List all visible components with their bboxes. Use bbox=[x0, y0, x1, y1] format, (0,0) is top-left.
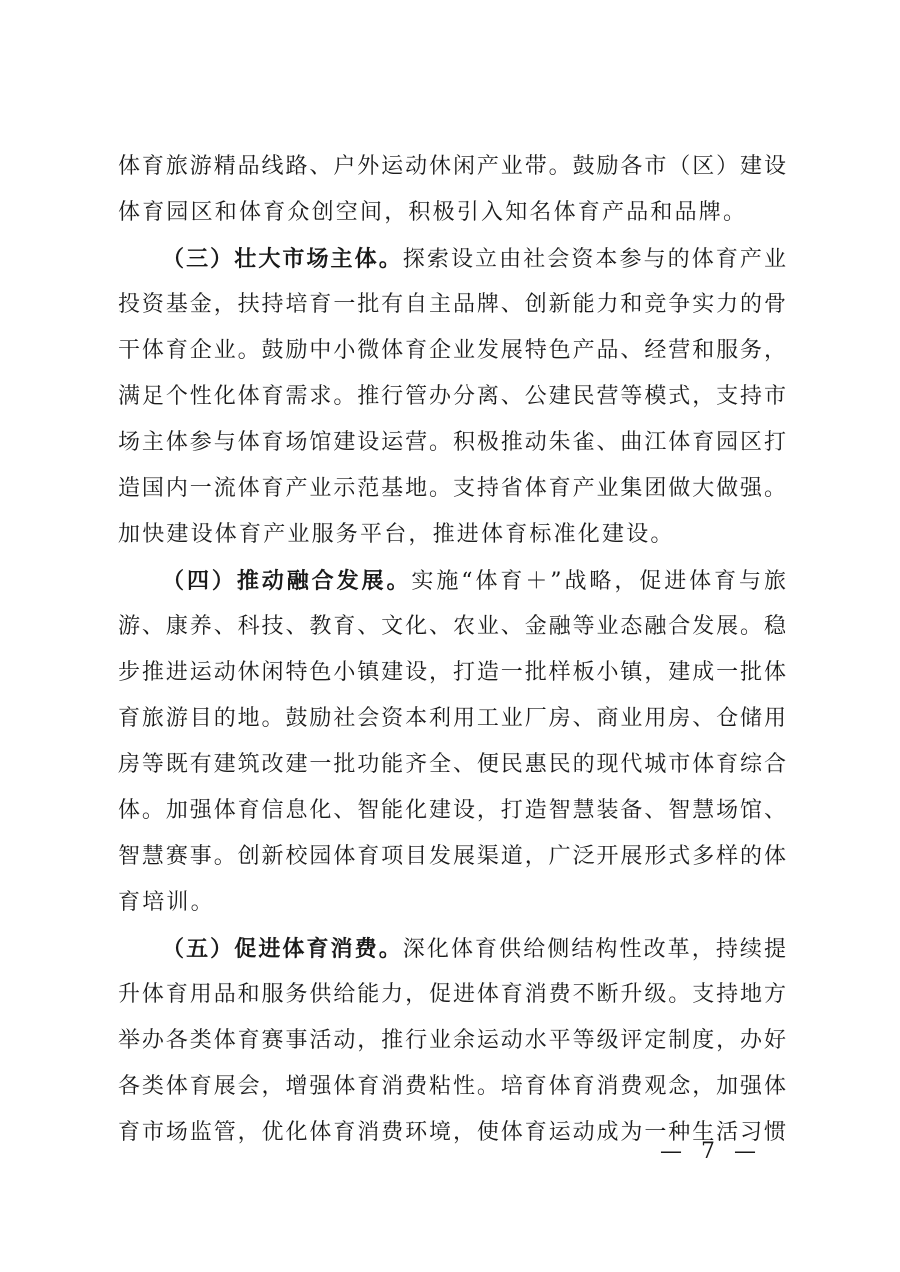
body-line: 育旅游目的地。鼓励社会资本利用工业厂房、商业用房、仓储用 bbox=[118, 706, 786, 731]
body-line: 游、康养、科技、教育、文化、农业、金融等业态融合发展。稳 bbox=[118, 614, 786, 639]
body-line: 满足个性化体育需求。推行管办分离、公建民营等模式，支持市 bbox=[118, 384, 786, 409]
body-line: 举办各类体育赛事活动，推行业余运动水平等级评定制度，办好 bbox=[118, 1028, 786, 1053]
body-line: 升体育用品和服务供给能力，促进体育消费不断升级。支持地方 bbox=[118, 982, 786, 1007]
body-line: 育培训。 bbox=[118, 890, 215, 915]
body-line: 体育旅游精品线路、户外运动休闲产业带。鼓励各市（区）建设 bbox=[118, 154, 786, 179]
section-heading-line: （三）壮大市场主体。探索设立由社会资本参与的体育产业 bbox=[162, 246, 786, 272]
body-line: 体育园区和体育众创空间，积极引入知名体育产品和品牌。 bbox=[118, 200, 748, 225]
section-heading: （四）推动融合发展。 bbox=[162, 568, 412, 594]
body-line: 各类体育展会，增强体育消费粘性。培育体育消费观念，加强体 bbox=[118, 1074, 786, 1099]
body-line: 房等既有建筑改建一批功能齐全、便民惠民的现代城市体育综合 bbox=[118, 752, 786, 777]
section-heading-line: （四）推动融合发展。实施“体育＋”战略，促进体育与旅 bbox=[162, 568, 786, 594]
body-line: 智慧赛事。创新校园体育项目发展渠道，广泛开展形式多样的体 bbox=[118, 844, 786, 869]
body-line: 育市场监管，优化体育消费环境，使体育运动成为一种生活习惯 bbox=[118, 1120, 786, 1145]
section-heading: （三）壮大市场主体。 bbox=[162, 246, 403, 272]
body-line: 加快建设体育产业服务平台，推进体育标准化建设。 bbox=[118, 522, 675, 547]
body-line: 体。加强体育信息化、智能化建设，打造智慧装备、智慧场馆、 bbox=[118, 798, 786, 823]
body-line: 造国内一流体育产业示范基地。支持省体育产业集团做大做强。 bbox=[118, 476, 786, 501]
body-line: 场主体参与体育场馆建设运营。积极推动朱雀、曲江体育园区打 bbox=[118, 430, 786, 455]
page-number: — 7 — bbox=[660, 1139, 762, 1164]
section-heading: （五）促进体育消费。 bbox=[162, 936, 403, 962]
body-line: 步推进运动休闲特色小镇建设，打造一批样板小镇，建成一批体 bbox=[118, 660, 786, 685]
section-heading-line: （五）促进体育消费。深化体育供给侧结构性改革，持续提 bbox=[162, 936, 786, 962]
body-line: 干体育企业。鼓励中小微体育企业发展特色产品、经营和服务， bbox=[118, 338, 786, 363]
body-line: 投资基金，扶持培育一批有自主品牌、创新能力和竞争实力的骨 bbox=[118, 292, 786, 317]
